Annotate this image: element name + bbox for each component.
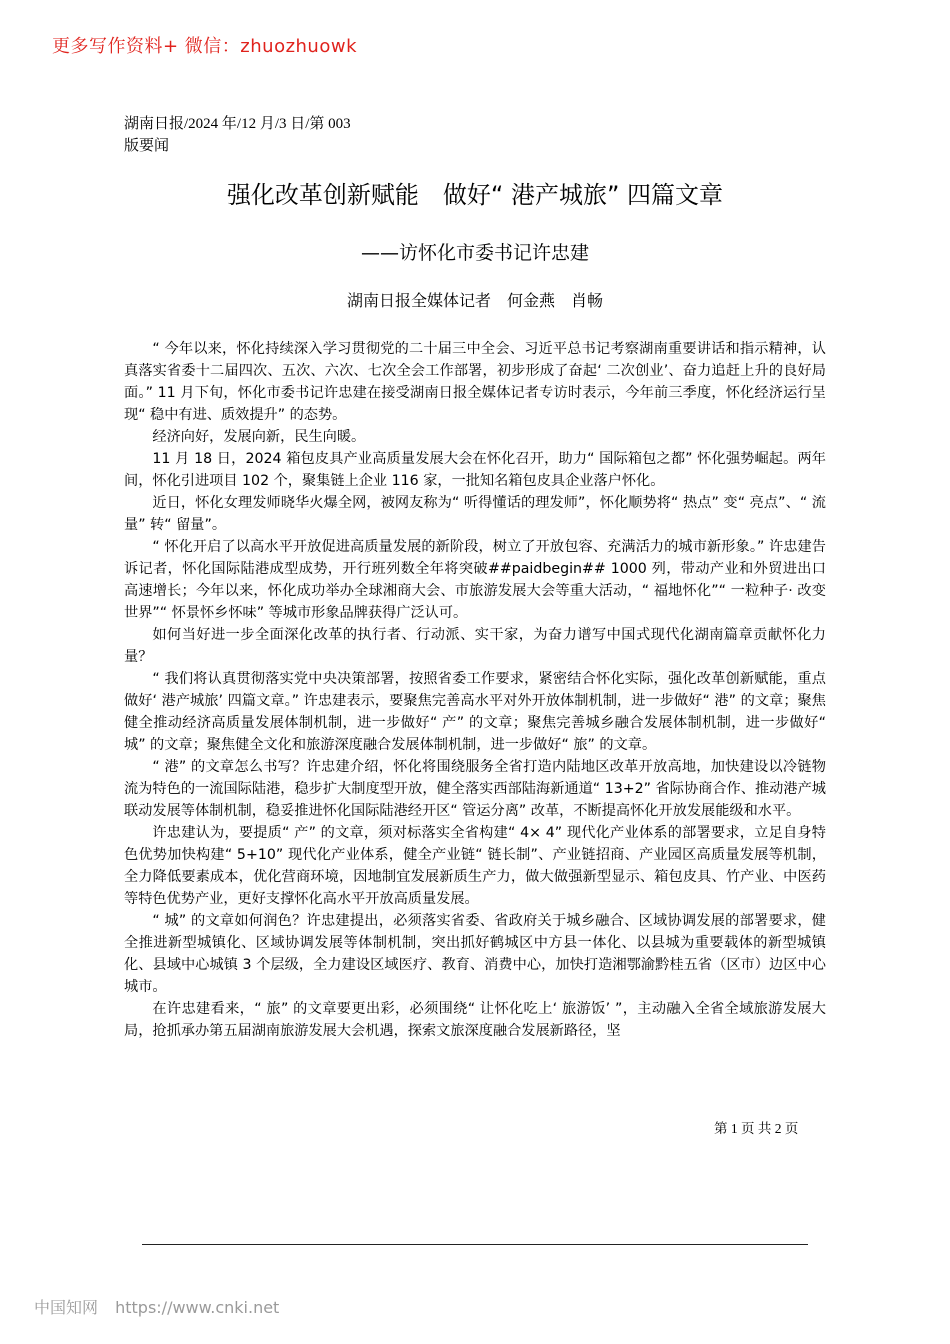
article-subtitle: ——访怀化市委书记许忠建 <box>360 242 589 264</box>
footer-divider <box>142 1244 808 1245</box>
source-line-1: 湖南日报/2024 年/12 月/3 日/第 003 <box>124 116 351 132</box>
cnki-url: https://www.cnki.net <box>115 1298 280 1317</box>
paragraph: “ 港” 的文章怎么书写？许忠建介绍，怀化将围绕服务全省打造内陆地区改革开放高地，加快建设以冷链物流为特色的一流国际陆港，稳步扩大制度型开放，健全落实西部陆海新通道“ 13+2” 省际协商合作、推动港产城联动发展等体制机制，稳妥推进怀化国际陆港经开区“ 管运分离” 改革，不断提高怀化开放发展能级和水平。 <box>124 759 826 819</box>
paragraph: “ 城” 的文章如何润色？许忠建提出，必须落实省委、省政府关于城乡融合、区域协调发展的部署要求，健全推进新型城镇化、区域协调发展等体制机制，突出抓好鹤城区中方县一体化、以县城为重要载体的新型城镇化、县域中心城镇 3 个层级，全力建设区域医疗、教育、消费中心，加快打造湘鄂渝黔桂五省（区市）边区中心城市。 <box>124 913 826 995</box>
page-number: 第 1 页 共 2 页 <box>714 1121 799 1136</box>
footer-watermark <box>34 1295 291 1318</box>
article-byline: 湖南日报全媒体记者 何金燕 肖畅 <box>346 291 603 310</box>
article-body <box>124 338 826 1042</box>
paragraph: 如何当好进一步全面深化改革的执行者、行动派、实干家，为奋力谱写中国式现代化湖南篇章贡献怀化力量？ <box>124 627 826 665</box>
paragraph: 在许忠建看来，“ 旅” 的文章要更出彩，必须围绕“ 让怀化吃上‘ 旅游饭’ ”，主动融入全省全域旅游发展大局，抢抓承办第五届湖南旅游发展大会机遇，探索文旅深度融合发展新路径，坚 <box>124 1001 826 1039</box>
paragraph: “ 我们将认真贯彻落实党中央决策部署，按照省委工作要求，紧密结合怀化实际，强化改革创新赋能，重点做好‘ 港产城旅’ 四篇文章。” 许忠建表示，要聚焦完善高水平对外开放体制机制，进一步做好“ 港” 的文章；聚焦健全推动经济高质量发展体制机制，进一步做好“ 产” 的文章；聚焦完善城乡融合发展体制机制，进一步做好“ 城” 的文章；聚焦健全文化和旅游深度融合发展体制机制，进一步做好“ 旅” 的文章。 <box>124 671 826 753</box>
paragraph: “ 今年以来，怀化持续深入学习贯彻党的二十届三中全会、习近平总书记考察湖南重要讲话和指示精神，认真落实省委十二届四次、五次、六次、七次全会工作部署，初步形成了奋起‘ 二次创业’、奋力追赶上升的良好局面。” 11 月下旬，怀化市委书记许忠建在接受湖南日报全媒体记者专访时表示，今年前三季度，怀化经济运行呈现“ 稳中有进、质效提升” 的态势。 <box>124 341 826 423</box>
paragraph: 近日，怀化女理发师晓华火爆全网，被网友称为“ 听得懂话的理发师”，怀化顺势将“ 热点” 变“ 亮点”、“ 流量” 转“ 留量”。 <box>124 495 826 533</box>
paragraph: “ 怀化开启了以高水平开放促进高质量发展的新阶段，树立了开放包容、充满活力的城市新形象。” 许忠建告诉记者，怀化国际陆港成型成势，开行班列数全年将突破##paidbegin## 1000 列，带动产业和外贸进出口高速增长；今年以来，怀化成功举办全球湘商大会、市旅游发展大会等重大活动，“ 福地怀化”“ 一粒种子· 改变世界”“ 怀景怀乡怀味” 等城市形象品牌获得广泛认可。 <box>124 539 826 621</box>
paragraph: 11 月 18 日，2024 箱包皮具产业高质量发展大会在怀化召开，助力“ 国际箱包之都” 怀化强势崛起。两年间，怀化引进项目 102 个，聚集链上企业 116 家，一批知名箱包皮具企业落户怀化。 <box>124 451 826 489</box>
paragraph: 许忠建认为，要提质“ 产” 的文章，须对标落实全省构建“ 4× 4” 现代化产业体系的部署要求，立足自身特色优势加快构建“ 5+10” 现代化产业体系，健全产业链“ 链长制”、产业链招商、产业园区高质量发展等机制，全力降低要素成本，优化营商环境，因地制宜发展新质生产力，做大做强新型显示、箱包皮具、竹产业、中医药等特色优势产业，更好支撑怀化高水平开放高质量发展。 <box>124 825 826 907</box>
article-title: 强化改革创新赋能 做好“ 港产城旅” 四篇文章 <box>226 181 724 209</box>
paragraph: 经济向好，发展向新，民生向暖。 <box>152 429 366 445</box>
source-info <box>124 113 351 157</box>
cnki-brand: 中国知网 <box>34 1298 99 1317</box>
promo-banner-text: 更多写作资料+ 微信：zhuozhuowk <box>52 36 358 57</box>
source-line-2: 版要闻 <box>124 138 170 154</box>
